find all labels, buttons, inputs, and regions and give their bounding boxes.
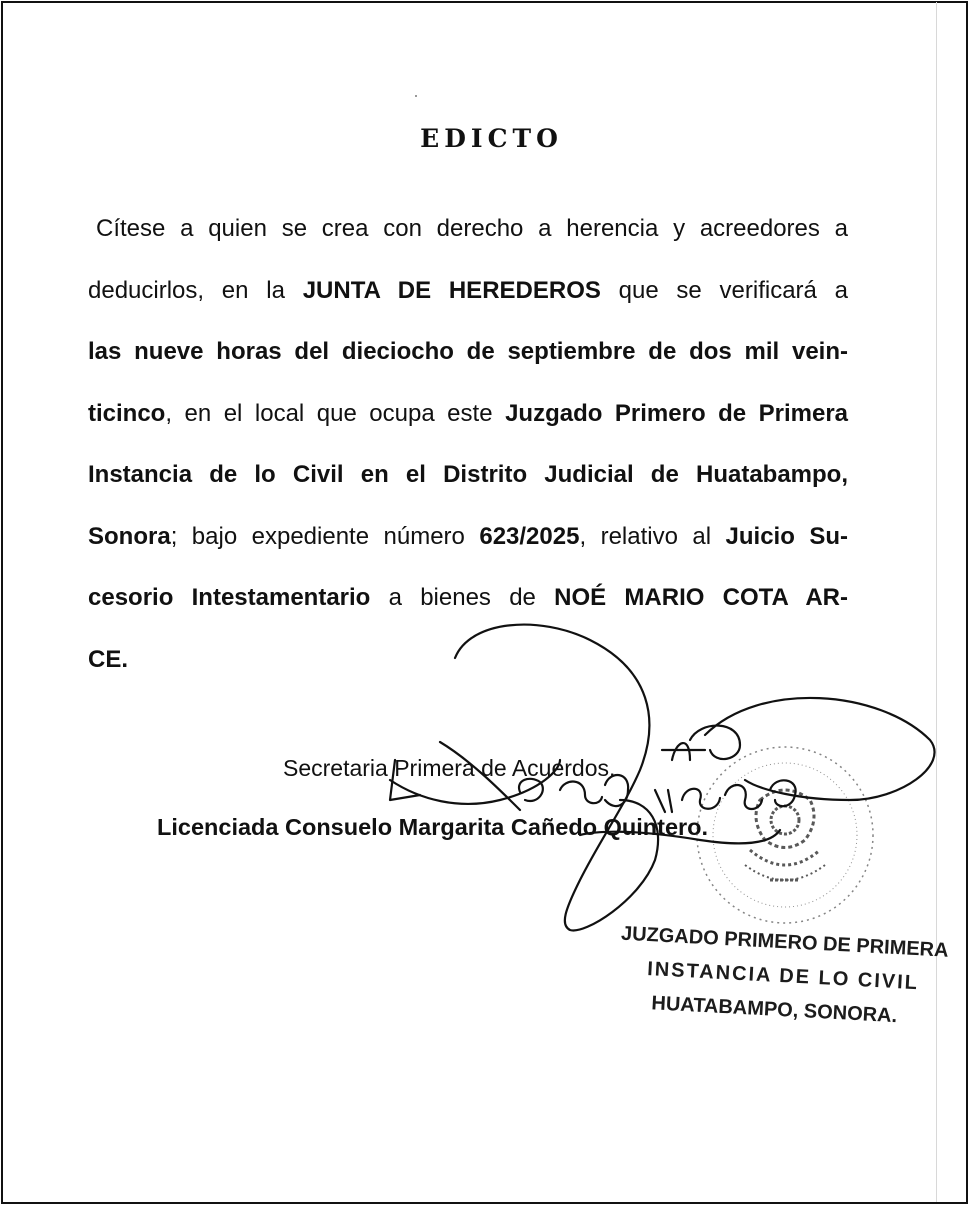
- body-text-bold: Instancia de lo Civil en el Distrito Judicial de Huatabampo,: [88, 461, 848, 488]
- body-text: , en el local que ocupa este: [165, 399, 506, 427]
- body-text: a bienes de: [370, 584, 555, 611]
- scan-edge-line: [936, 2, 937, 1202]
- stamp-line: JUZGADO PRIMERO DE PRIMERA: [620, 922, 950, 962]
- body-text: que se verificará a: [600, 276, 848, 304]
- body-line: [88, 330, 848, 392]
- body-line: [88, 638, 848, 700]
- body-text: Cítese a quien se crea con derecho a herencia y acreedores a: [96, 215, 848, 242]
- body-text-bold: NOÉ MARIO COTA AR-: [554, 584, 848, 611]
- body-line: [88, 392, 848, 454]
- document-title: EDICTO: [420, 124, 563, 153]
- body-text: , relativo al: [579, 522, 726, 550]
- body-text-bold: las nueve horas del dieciocho de septiembre de dos mil vein-: [88, 338, 848, 365]
- body-text-bold: JUNTA DE HEREDEROS: [302, 276, 601, 304]
- signer-name: Licenciada Consuelo Margarita Cañedo Quintero.: [157, 814, 709, 840]
- signer-position: Secretaria Primera de Acuerdos.: [283, 755, 616, 781]
- official-seal-icon: [690, 740, 880, 930]
- body-line: [88, 207, 848, 269]
- body-text-bold: Juzgado Primero de Primera: [505, 399, 849, 427]
- stamp-line: HUATABAMPO, SONORA.: [650, 992, 898, 1028]
- body-text-bold: 623/2025: [479, 522, 580, 550]
- body-text: deducirlos, en la: [88, 276, 303, 304]
- body-text-bold: cesorio Intestamentario: [88, 584, 371, 611]
- body-line: [88, 269, 848, 331]
- body-text-bold: ticinco: [88, 399, 166, 427]
- body-line: [88, 576, 848, 638]
- scan-speck: [415, 95, 417, 97]
- body-line: [88, 453, 848, 515]
- court-stamp: [605, 916, 950, 1035]
- body-text: ; bajo expediente número: [170, 522, 480, 550]
- body-text-bold: CE.: [88, 645, 129, 673]
- body-text-bold: Sonora: [88, 522, 171, 550]
- body-line: [88, 515, 848, 577]
- stamp-line: INSTANCIA DE LO CIVIL: [646, 958, 920, 995]
- edict-body: [88, 207, 848, 699]
- body-text-bold: Juicio Su-: [725, 522, 848, 550]
